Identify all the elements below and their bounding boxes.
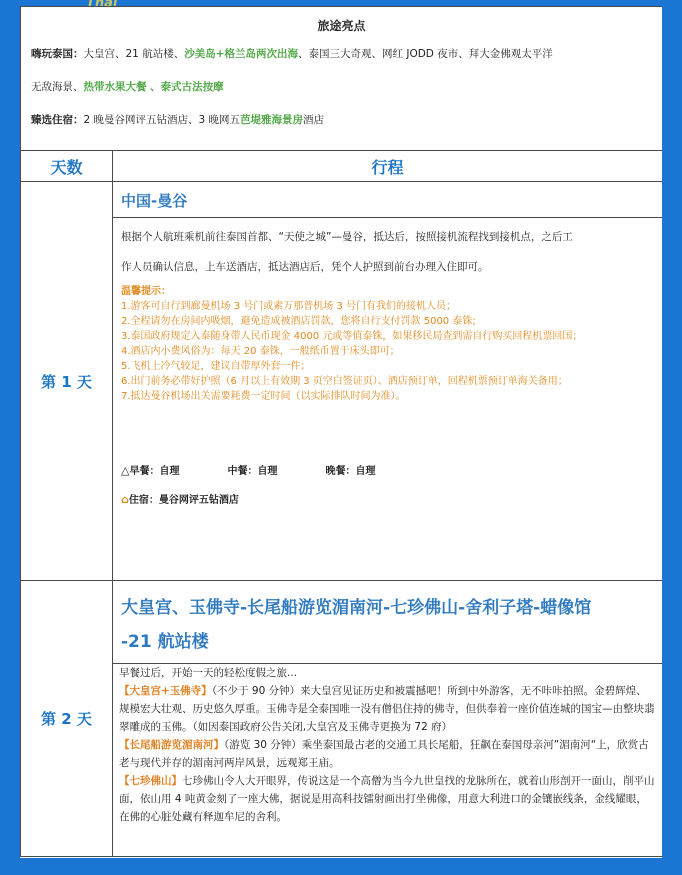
boat-text: （游览 30 分钟）乘坐泰国最古老的交通工具长尾船，狂飙在泰国母亲河”湄南河“上，欣赏古老与现代并存的湄南河两岸风景，远观郑王庙。: [119, 739, 649, 769]
stay-text-2: 酒店: [303, 114, 325, 126]
header-day: 天数: [21, 151, 113, 182]
day2-label: 第 2 天: [21, 581, 113, 857]
dinner-text: 晚餐：自理: [325, 466, 376, 477]
highlights-stay-line: [21, 112, 662, 127]
day1-tips: [113, 282, 662, 404]
day2-route-title: [113, 581, 662, 663]
highlights-fun-line: [21, 46, 662, 61]
tips-title: 温馨提示：: [121, 286, 171, 297]
fun-label: 嗨玩泰国：: [31, 48, 84, 60]
itinerary-table: [20, 6, 662, 857]
palace-text: （不少于 90 分钟）来大皇宫见证历史和被震撼吧！所到中外游客，无不咔咔拍照。金碧辉煌、规模宏大壮观、历史悠久厚重。玉佛寺是全泰国唯一没有僧侣住持的佛寺，但供奉着一座价值连城的国宝—由整块翡翠雕成的玉佛。（如因泰国政府公告关闭,大皇宫及玉佛寺更换为 72 府）: [119, 685, 655, 733]
meal-icon: △: [121, 464, 130, 477]
house-icon: ⌂: [121, 493, 129, 506]
day1-para-1: 根据个人航班乘机前往泰国首都、“天使之城”—曼谷，抵达后，按照接机流程找到接机点，之后工: [121, 231, 573, 243]
day1-meals: [113, 462, 662, 477]
day1-row: [21, 182, 663, 581]
hotel-text: 住宿：曼谷网评五钻酒店: [128, 495, 239, 506]
table-header-row: [21, 151, 663, 182]
fun-green-2: 热带水果大餐 、泰式古法按摩: [83, 81, 224, 93]
breakfast-text: 早餐：自理: [129, 466, 180, 477]
itinerary-sheet: [20, 6, 662, 858]
tip-item: 1.游客可自行到廊曼机场 3 号门或素万那普机场 3 号门有我们的接机人员；: [121, 301, 456, 312]
day2-body: [113, 664, 662, 830]
day1-para-2: 作人员确认信息，上车送酒店，抵达酒店后，凭个人护照到前台办理入住即可。: [121, 261, 489, 273]
header-itinerary: 行程: [113, 151, 663, 182]
day2-route-line-1: 大皇宫、玉佛寺-长尾船游览湄南河-七珍佛山-舍利子塔-蜡像馆: [121, 598, 592, 618]
highlights-row: [21, 7, 663, 151]
fun-green-1: 沙美岛+格兰岛两次出海: [184, 48, 299, 60]
highlights-cell: [21, 7, 663, 151]
day1-route-title: 中国-曼谷: [121, 192, 188, 210]
day2-para-1: [119, 682, 656, 736]
day1-hotel: [113, 477, 662, 516]
day2-route-line-2: -21 航站楼: [121, 632, 209, 652]
highlights-fun-line-2: [21, 79, 662, 94]
stay-green: 芭堤雅海景房: [240, 114, 304, 126]
highlights-title: 旅途亮点: [317, 19, 366, 33]
tip-item: 2.全程请勿在房间内吸烟，避免造成被酒店罚款，您将自行支付罚款 5000 泰铢;: [121, 316, 476, 327]
stay-text-1: 2 晚曼谷网评五钻酒店、3 晚网五: [83, 114, 241, 126]
tip-item: 7.抵达曼谷机场出关需要耗费一定时间（以实际排队时间为准）。: [121, 391, 406, 402]
boat-mark: 【长尾船游览湄南河】: [119, 739, 224, 751]
buddha-mountain-mark: 【七珍佛山】: [119, 775, 182, 787]
day2-para-2: [119, 736, 656, 772]
palace-mark: 【大皇宫+玉佛寺】: [119, 685, 212, 697]
tip-item: 4.酒店内小费风俗为：每天 20 泰铢，一般纸币置于床头即可；: [121, 346, 400, 357]
lunch-text: 中餐：自理: [227, 466, 278, 477]
stay-label: 臻选住宿：: [31, 114, 84, 126]
tip-item: 5.飞机上冷气较足，建议自带厚外套一件；: [121, 361, 311, 372]
day1-label: 第 1 天: [21, 182, 113, 581]
fun-text-2: 、泰国三大奇观、网红 JODD 夜市、拜大金佛观太平洋: [298, 48, 553, 60]
tip-item: 3.泰国政府规定入泰随身带人民币现金 4000 元或等值泰铢，如果移民局查到需自行购买回程机票回国；: [121, 331, 583, 342]
fun-text-1: 大皇宫、21 航站楼、: [83, 48, 185, 60]
tip-item: 6.出门前务必带好护照（6 月以上有效期 3 页空白签证页）、酒店预订单，回程机票预订单海关备用；: [121, 376, 568, 387]
day2-row: [21, 581, 663, 857]
day2-content: [113, 581, 663, 857]
buddha-mountain-text: 七珍佛山令人大开眼界，传说这是一个高僧为当今九世皇找的龙脉所在，就着山形剖开一面山，削平山面，依山用 4 吨黄金刻了一座大佛，据说是用高科技镭射画出打坐佛像，用意大利进口的金镶嵌线条，金线耀眼，在佛的心脏处藏有释迦牟尼的舍利。: [119, 775, 655, 823]
fun-text-3: 无敌海景、: [31, 81, 84, 93]
day2-intro: 早餐过后，开始一天的轻松度假之旅...: [119, 667, 298, 679]
day2-para-3: [119, 772, 656, 826]
day1-content: [113, 182, 663, 581]
